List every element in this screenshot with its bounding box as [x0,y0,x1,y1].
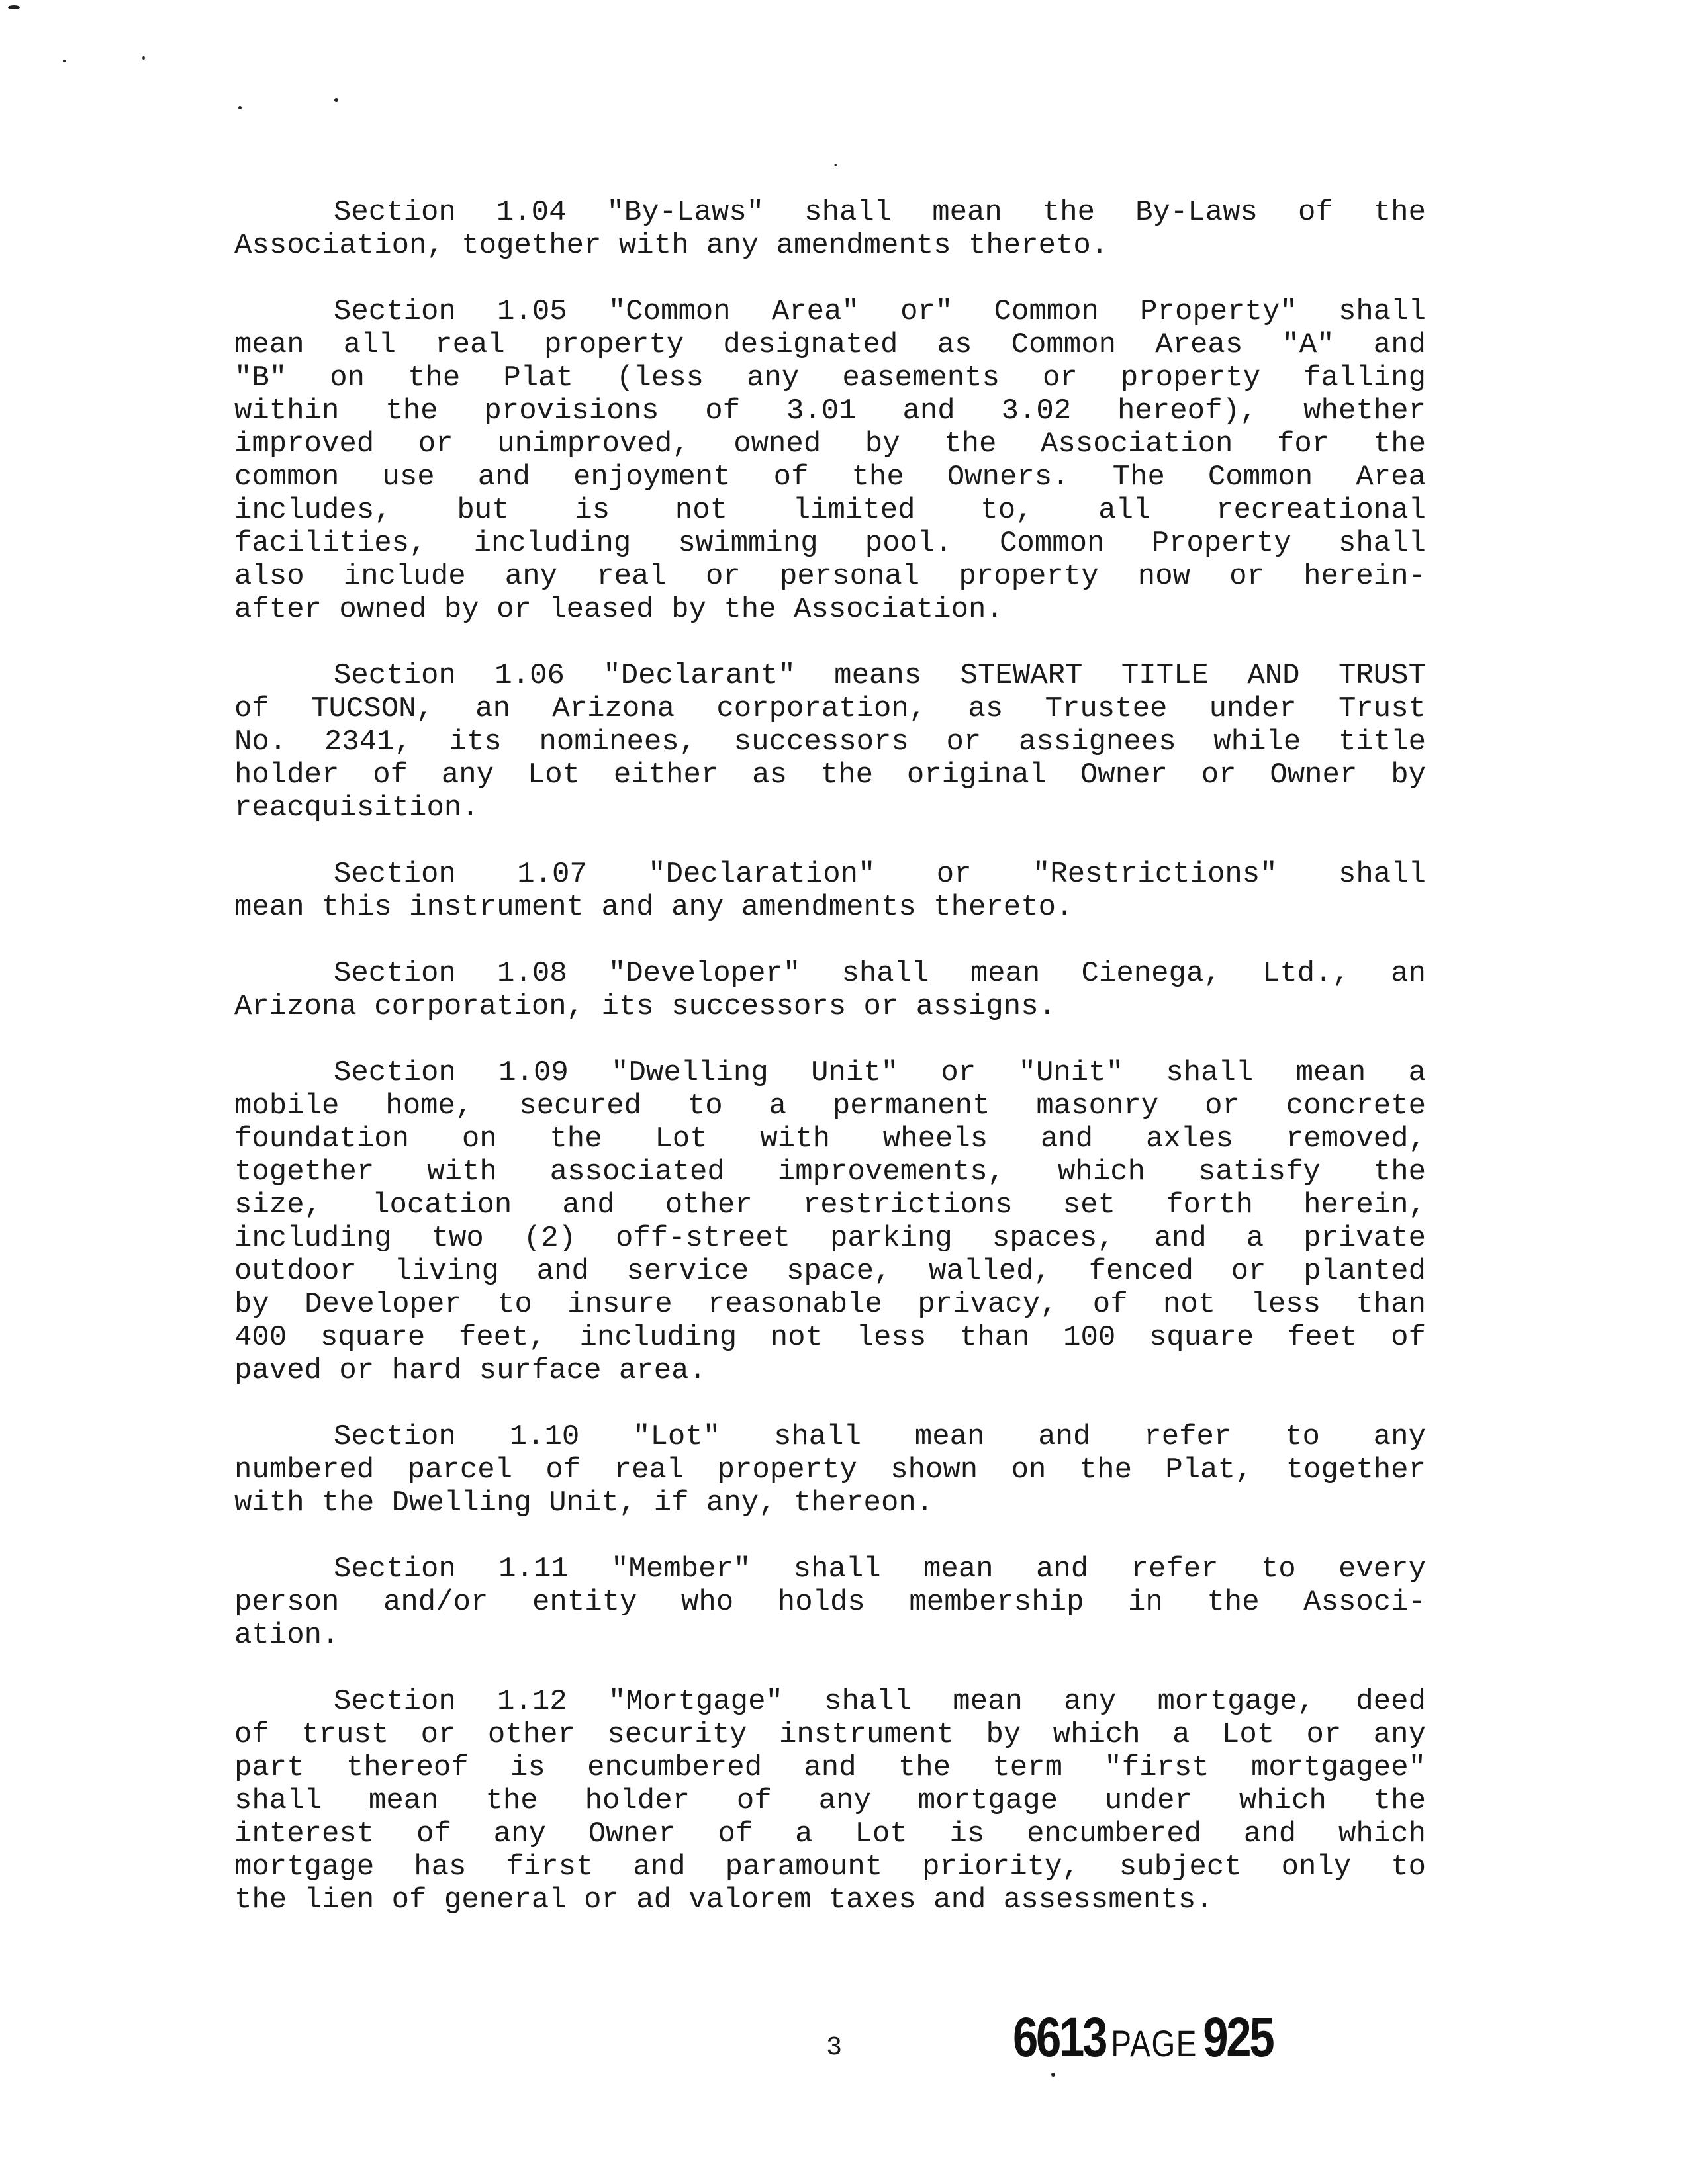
section-text-line: numbered parcel of real property shown on the Plat, together [234,1453,1426,1486]
section-text-line: of TUCSON, an Arizona corporation, as Trustee under Trust [234,692,1426,725]
section-heading-line: Section 1.09 "Dwelling Unit" or "Unit" shall mean a [334,1056,1426,1089]
section-text-line: "B" on the Plat (less any easements or property falling [234,361,1426,394]
scan-speck [238,106,242,109]
scan-speck [142,56,145,60]
section-text-line: common use and enjoyment of the Owners. The Common Area [234,461,1426,494]
definition-section [234,1420,1426,1520]
section-text-line: together with associated improvements, which satisfy the [234,1156,1426,1189]
section-text-line: Arizona corporation, its successors or assigns. [234,990,1056,1023]
section-text-line: person and/or entity who holds membership in the Associ- [234,1586,1426,1619]
scan-speck [8,5,20,9]
definition-section [234,196,1426,262]
section-text-line: ation. [234,1619,340,1652]
section-heading-line: Section 1.04 "By-Laws" shall mean the By-Laws of the [334,196,1426,229]
section-text-line: after owned by or leased by the Association. [234,593,1004,626]
section-text-line: of trust or other security instrument by which a Lot or any [234,1718,1426,1751]
section-heading-line: Section 1.10 "Lot" shall mean and refer to any [334,1420,1426,1453]
section-text-line: improved or unimproved, owned by the Association for the [234,428,1426,461]
section-heading-line: Section 1.06 "Declarant" means STEWART TITLE AND TRUST [334,659,1426,692]
book-page-stamp [1013,2005,1272,2070]
definition-section [234,858,1426,924]
definition-section [234,659,1426,825]
section-text-line: mortgage has first and paramount priority, subject only to [234,1850,1426,1884]
section-heading-line: Section 1.07 "Declaration" or "Restrictions" shall [334,858,1426,891]
section-text-line: also include any real or personal property now or herein- [234,560,1426,593]
scan-speck [1051,2073,1055,2077]
section-text-line: mobile home, secured to a permanent masonry or concrete [234,1089,1426,1122]
section-heading-line: Section 1.12 "Mortgage" shall mean any mortgage, deed [334,1685,1426,1718]
section-text-line: No. 2341, its nominees, successors or assignees while title [234,725,1426,758]
section-text-line: facilities, including swimming pool. Common Property shall [234,527,1426,560]
section-text-line: paved or hard surface area. [234,1354,706,1387]
definition-section [234,1056,1426,1387]
section-text-line: mean this instrument and any amendments thereto. [234,891,1074,924]
section-text-line: foundation on the Lot with wheels and axles removed, [234,1122,1426,1156]
section-text-line: reacquisition. [234,792,479,825]
scan-speck [334,98,338,102]
section-text-line: includes, but is not limited to, all recreational [234,494,1426,527]
section-text-line: 400 square feet, including not less than 100 square feet of [234,1321,1426,1354]
section-heading-line: Section 1.11 "Member" shall mean and refer to every [334,1553,1426,1586]
definition-section [234,1685,1426,1917]
book-number: 6613 [1013,2006,1106,2068]
definition-section [234,957,1426,1023]
section-text-line: the lien of general or ad valorem taxes and assessments. [234,1884,1213,1917]
section-text-line: outdoor living and service space, walled, fenced or planted [234,1255,1426,1288]
scan-speck [63,60,66,62]
section-text-line: interest of any Owner of a Lot is encumbered and which [234,1817,1426,1850]
section-text-line: with the Dwelling Unit, if any, thereon. [234,1486,934,1520]
section-text-line: size, location and other restrictions set forth herein, [234,1189,1426,1222]
definition-section [234,1553,1426,1652]
section-text-line: including two (2) off-street parking spaces, and a private [234,1222,1426,1255]
section-heading-line: Section 1.08 "Developer" shall mean Cienega, Ltd., an [334,957,1426,990]
section-text-line: within the provisions of 3.01 and 3.02 hereof), whether [234,394,1426,428]
definition-section [234,295,1426,626]
section-text-line: mean all real property designated as Common Areas "A" and [234,328,1426,361]
section-text-line: part thereof is encumbered and the term "first mortgagee" [234,1751,1426,1784]
section-text-line: by Developer to insure reasonable privacy, of not less than [234,1288,1426,1321]
scan-speck [834,164,837,166]
section-heading-line: Section 1.05 "Common Area" or" Common Property" shall [334,295,1426,328]
section-text-line: holder of any Lot either as the original Owner or Owner by [234,758,1426,792]
recorded-page-number: 925 [1203,2006,1273,2068]
page-label: PAGE [1111,2023,1198,2064]
document-body [234,196,1426,1950]
section-text-line: shall mean the holder of any mortgage under which the [234,1784,1426,1817]
section-text-line: Association, together with any amendments thereto. [234,229,1109,262]
page-number: 3 [826,2033,843,2063]
